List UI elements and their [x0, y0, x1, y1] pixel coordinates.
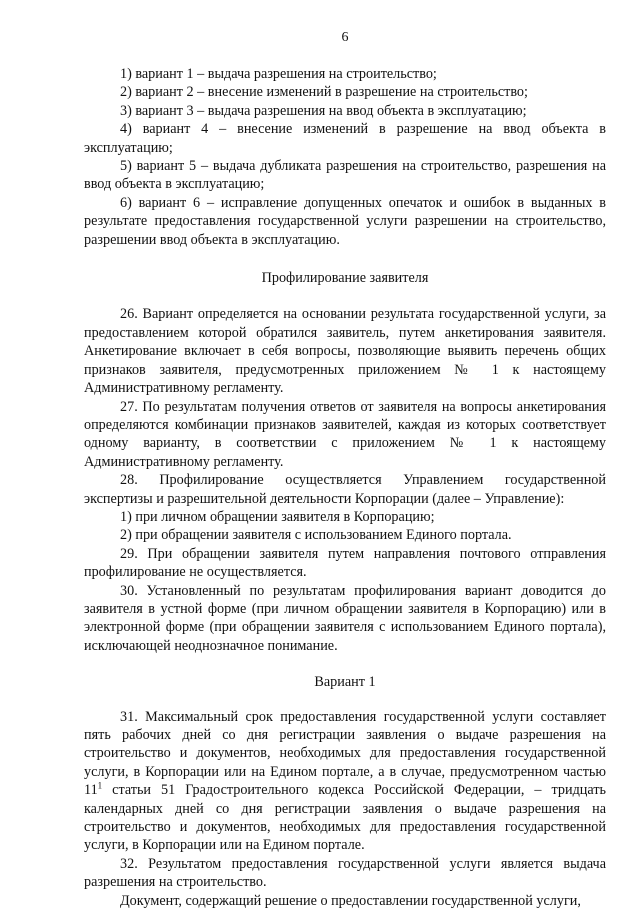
paragraph-31-text-end: статьи 51 Градостроительного кодекса Российской Федерации, – тридцать календарных дней со дня регистрации заявления о выдаче разрешения на строительство и документов, необходимых для предоставления государственной услуги, в Корпорации или на Едином портале. [84, 782, 606, 854]
list-item-variant-4: 4) вариант 4 – внесение изменений в разрешение на ввод объекта в эксплуатацию; [84, 121, 606, 156]
paragraph-33: Документ, содержащий решение о предоставлении государственной услуги, [120, 892, 581, 909]
paragraph-28-item-1: 1) при личном обращении заявителя в Корпорацию; [120, 508, 435, 525]
paragraph-27: 27. По результатам получения ответов от заявителя на вопросы анкетирования определяются комбинации признаков заявителей, каждая из которых соответствует одному варианту, в соответствии с приложением № 1 к настоящему Административному регламенту. [84, 398, 606, 470]
section-heading-profiling: Профилирование заявителя [261, 270, 429, 287]
paragraph-28-item-2: 2) при обращении заявителя с использованием Единого портала. [120, 527, 512, 544]
paragraph-31-text-start: 31. Максимальный срок предоставления государственной услуги составляет пять рабочих дней со дня регистрации заявления о выдаче разрешения на строительство и документов, необходимых для предоставления государственной услуги, в Корпорации или на Едином портале, а в случае, предусмотренном частью 11 [84, 708, 606, 799]
list-item-variant-1: 1) вариант 1 – выдача разрешения на строительство; [120, 66, 437, 82]
list-item-variant-2: 2) вариант 2 – внесение изменений в разрешение на строительство; [120, 84, 528, 101]
paragraph-26: 26. Вариант определяется на основании результата государственной услуги, за предоставлением которой обратился заявитель, путем анкетирования заявителя. Анкетирование включает в себя вопросы, позволяющие выявить перечень общих признаков заявителя, предусмотренных приложением № 1 к настоящему Административному регламенту. [84, 306, 606, 397]
paragraph-30: 30. Установленный по результатам профилирования вариант доводится до заявителя в устной форме (при личном обращении заявителя в Корпорацию) или в электронной форме (при обращении заявителя с использованием Единого портала), исключающей неоднозначное понимание. [84, 582, 606, 654]
list-item-variant-6: 6) вариант 6 – исправление допущенных опечаток и ошибок в выданных в результате предоставления государственной услуги разрешении на строительство, разрешении ввод объекта в эксплуатацию. [84, 194, 606, 248]
paragraph-29: 29. При обращении заявителя путем направления почтового отправления профилирование не осуществляется. [84, 545, 606, 581]
list-item-variant-5: 5) вариант 5 – выдача дубликата разрешения на строительство, разрешения на ввод объекта в эксплуатацию; [84, 158, 606, 193]
list-item-variant-3: 3) вариант 3 – выдача разрешения на ввод объекта в эксплуатацию; [120, 102, 527, 119]
paragraph-31 [84, 708, 606, 855]
section-heading-variant-1: Вариант 1 [314, 674, 376, 691]
superscript-1: 1 [97, 780, 103, 791]
page-number: 6 [341, 30, 349, 45]
paragraph-28: 28. Профилирование осуществляется Управлением государственной экспертизы и разрешительной деятельности Корпорации (далее – Управление): [84, 472, 606, 507]
paragraph-32: 32. Результатом предоставления государственной услуги является выдача разрешения на строительство. [84, 855, 606, 891]
